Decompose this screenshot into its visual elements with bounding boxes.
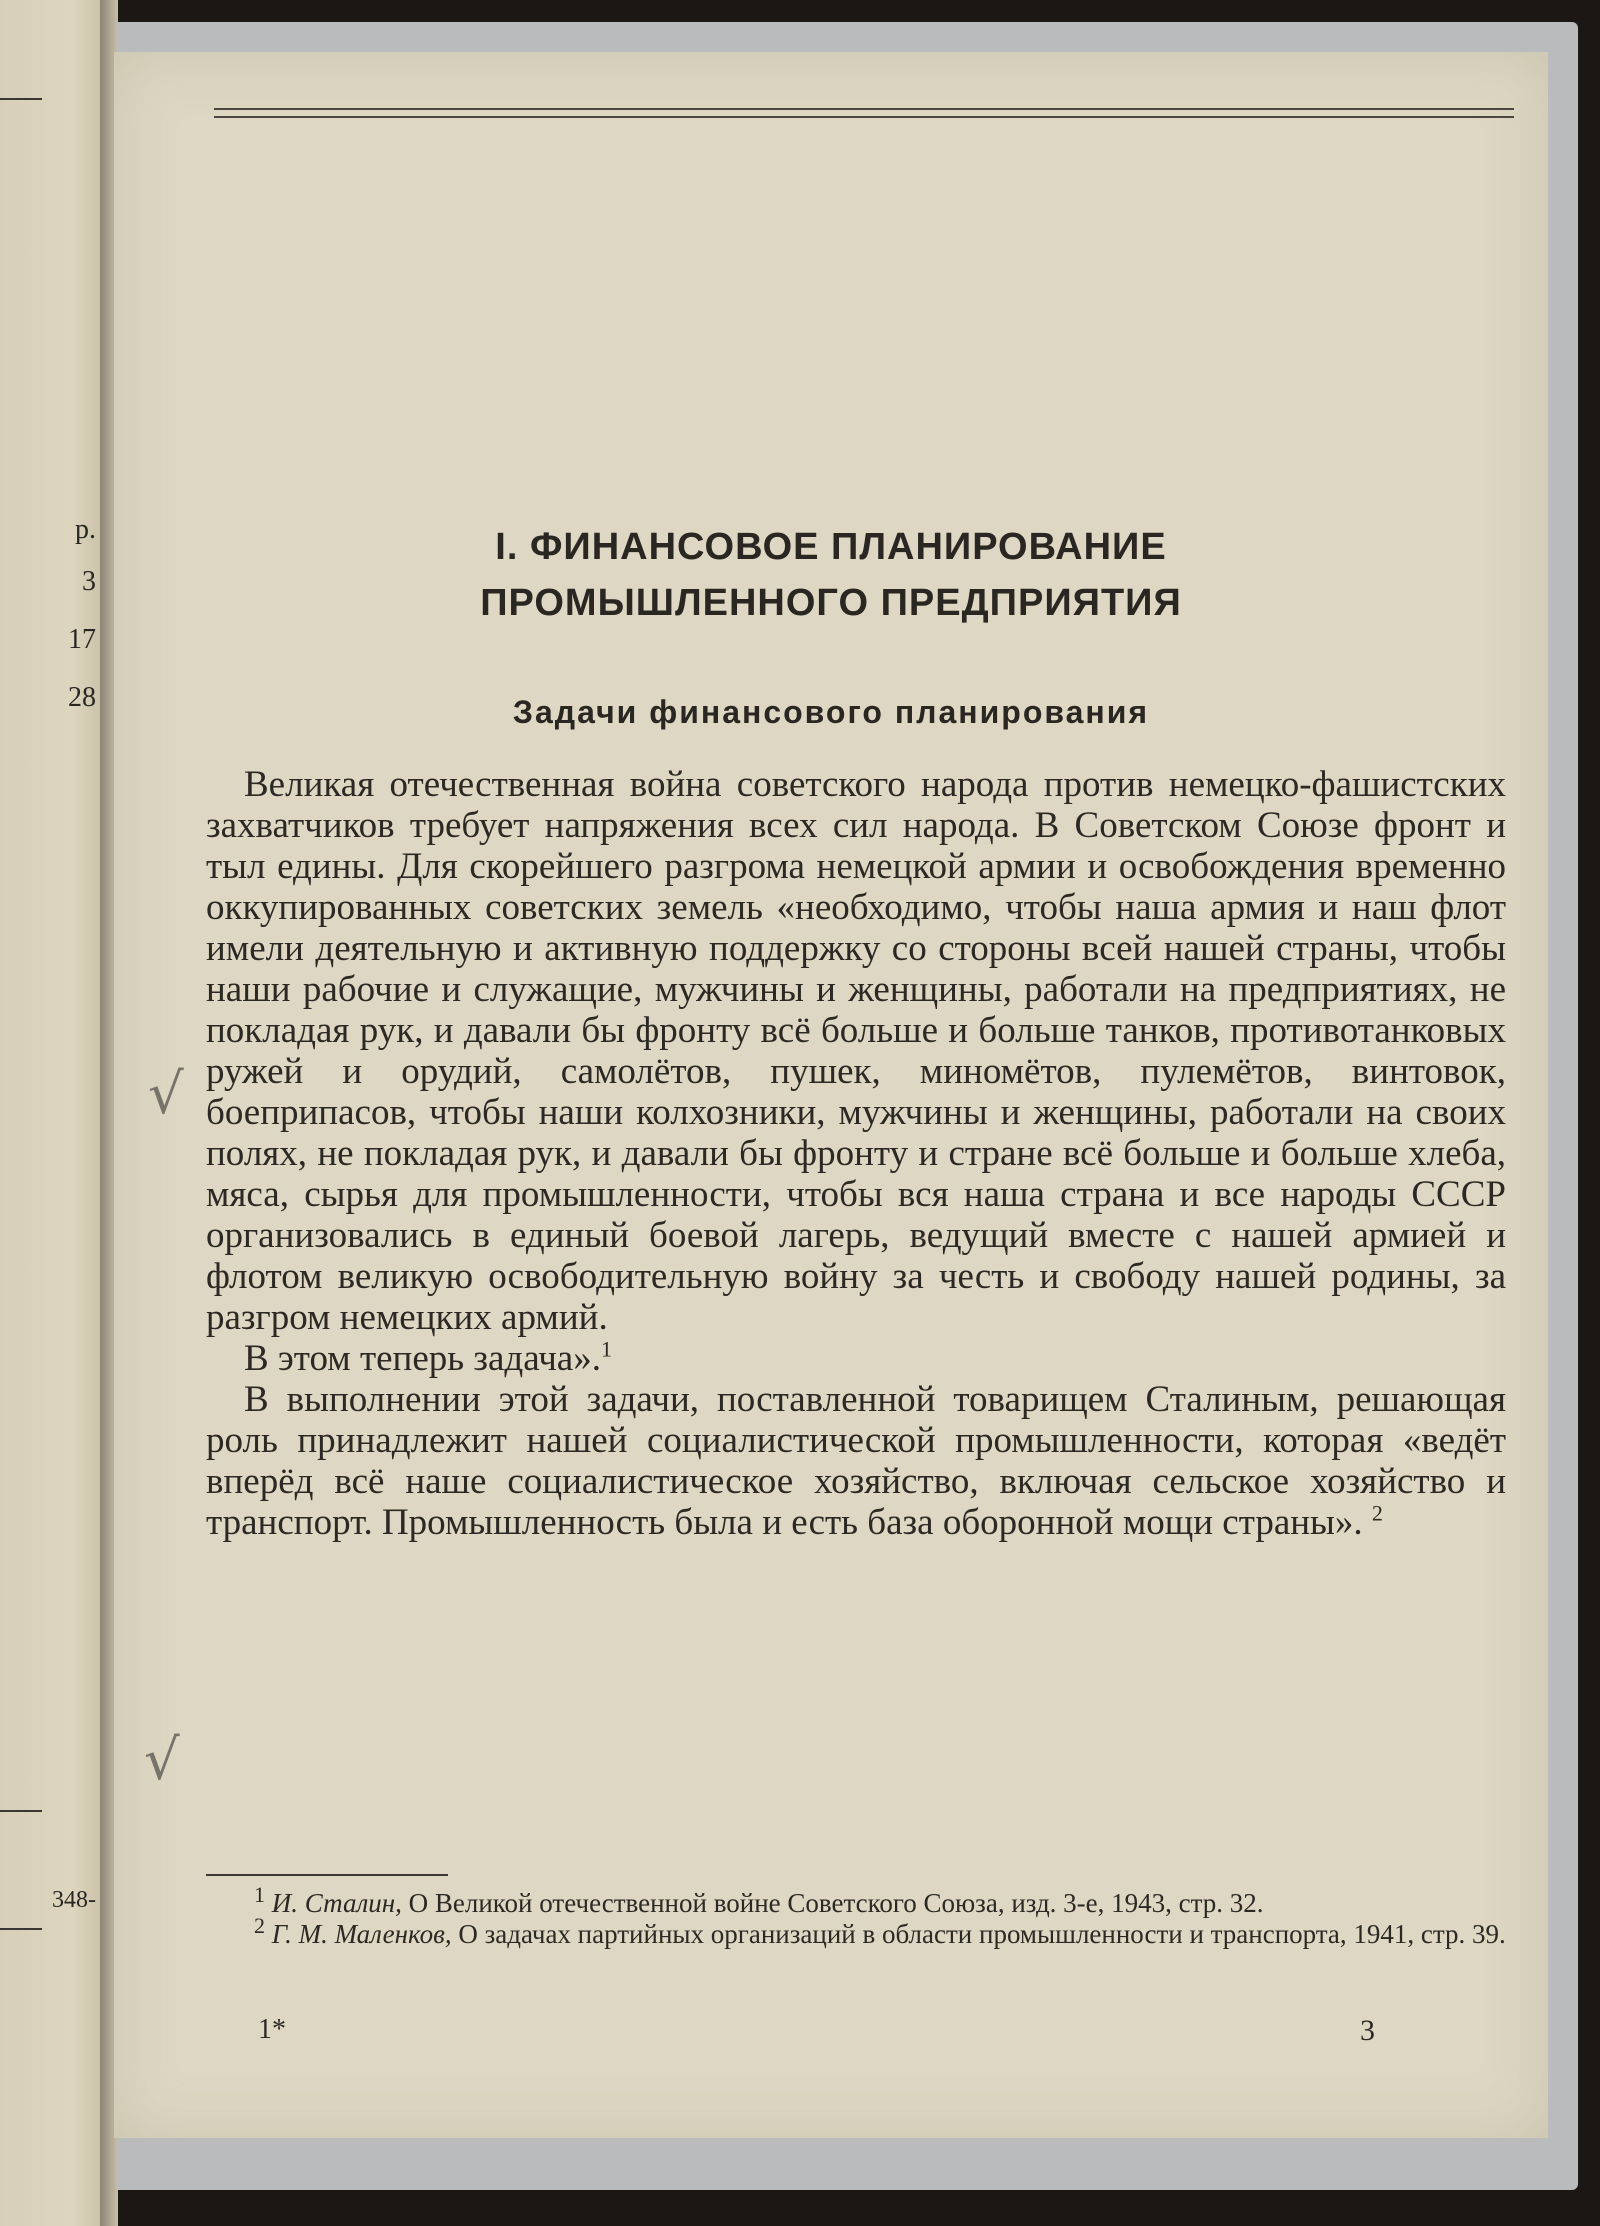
footnote-ref: 2 bbox=[1371, 1500, 1383, 1526]
chapter-heading bbox=[114, 519, 1548, 631]
left-page-fragment: р. bbox=[75, 514, 96, 545]
left-page-fragment: 28 bbox=[68, 682, 96, 713]
previous-page-edge bbox=[0, 0, 104, 2226]
signature-mark: 1* bbox=[258, 2014, 286, 2045]
top-rule bbox=[214, 116, 1514, 118]
paragraph: В выполнении этой задачи, поставленной товарищем Сталиным, решающая роль принадлежит нашей социалистической промышленности, которая «ведёт вперёд всё наше социалистическое хозяйство, включая сельское хозяйство и транспорт. Промышленность была и есть база оборонной мощи страны». $^2$ bbox=[206, 1379, 1506, 1543]
left-page-fragment: 348- bbox=[52, 1887, 96, 1913]
paragraph: В этом теперь задача».$^1$ bbox=[244, 1336, 612, 1379]
left-page-fragment: 3 bbox=[82, 566, 96, 597]
pencil-check-mark: √ bbox=[144, 1728, 180, 1793]
footnote: $^2$ Г. М. Маленков, О задачах партийных организаций в области промышленности и транспорта, 1941, стр. 39. bbox=[254, 1913, 1506, 1949]
left-page-fragment: 17 bbox=[68, 624, 96, 655]
footnote-rule bbox=[206, 1874, 448, 1876]
left-page-rule bbox=[0, 1928, 42, 1930]
chapter-heading-line: I. ФИНАНСОВОЕ ПЛАНИРОВАНИЕ bbox=[495, 526, 1167, 568]
chapter-heading-line: ПРОМЫШЛЕННОГО ПРЕДПРИЯТИЯ bbox=[480, 582, 1182, 624]
pencil-check-mark: √ bbox=[148, 1062, 184, 1127]
page-number: 3 bbox=[1360, 2014, 1375, 2047]
left-page-rule bbox=[0, 98, 42, 100]
paragraph: Великая отечественная война советского народа против немецко-фашистских захватчиков требует напряжения всех сил народа. В Советском Союзе фронт и тыл едины. Для скорейшего разгрома немецкой армии и освобождения временно оккупированных советских земель «необходимо, чтобы наша армия и наш флот имели деятельную и активную поддержку со стороны всей нашей страны, чтобы наши рабочие и служащие, мужчины и женщины, работали на предприятиях, не покладая рук, и давали бы фронту всё больше и больше танков, противотанковых ружей и орудий, самолётов, пушек, миномётов, пулемётов, винтовок, боеприпасов, чтобы наши колхозники, мужчины и женщины, работали на своих полях, не покладая рук, и давали бы фронту и стране всё больше и больше хлеба, мяса, сырья для промышленности, чтобы вся наша страна и все народы СССР организовались в единый боевой лагерь, ведущий вместе с нашей армией и флотом великую освободительную войну за честь и свободу нашей родины, за разгром немецких армий. bbox=[206, 764, 1506, 1338]
footnotes bbox=[206, 1882, 1506, 1950]
footnote-ref: 1 bbox=[600, 1336, 612, 1362]
section-subheading: Задачи финансового планирования bbox=[512, 694, 1150, 730]
book-page bbox=[114, 52, 1548, 2138]
top-rule bbox=[214, 108, 1514, 110]
footnote: $^1$ И. Сталин, О Великой отечественной войне Советского Союза, изд. 3-е, 1943, стр. 32. bbox=[254, 1882, 1264, 1918]
left-page-rule bbox=[0, 1810, 42, 1812]
body-text bbox=[206, 764, 1506, 1543]
